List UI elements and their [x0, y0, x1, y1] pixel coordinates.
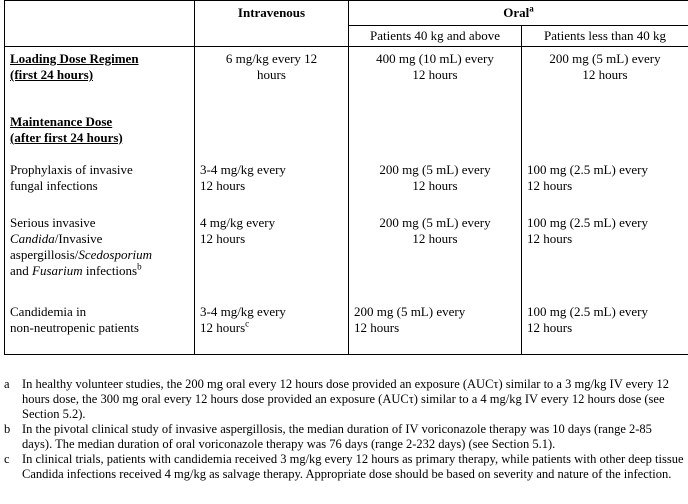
candidemia-iv-dose: 3-4 mg/kg every 12 hours$^c$ — [195, 304, 349, 355]
serious-iv-dose: 4 mg/kg every 12 hours — [195, 198, 349, 304]
prophylaxis-oral-40-dose: 200 mg (5 mL) every 12 hours — [349, 146, 522, 198]
header-oral-less-than-40: Patients less than 40 kg — [522, 26, 688, 47]
header-row — [5, 1, 688, 26]
loading-dose-row — [5, 47, 688, 94]
loading-oral-40-dose: 400 mg (10 mL) every 12 hours — [349, 47, 522, 94]
header-empty-cell — [5, 1, 195, 47]
footnotes — [4, 377, 688, 482]
serious-oral-40-dose: 200 mg (5 mL) every 12 hours — [349, 198, 522, 304]
serious-infections-row — [5, 198, 688, 304]
maintenance-dose-title: Maintenance Dose (after first 24 hours) — [5, 94, 195, 146]
prophylaxis-oral-less-dose: 100 mg (2.5 mL) every 12 hours — [522, 146, 688, 198]
loading-iv-dose: 6 mg/kg every 12 hours — [195, 47, 349, 94]
loading-dose-title: Loading Dose Regimen (first 24 hours) — [5, 47, 195, 94]
loading-oral-less-dose: 200 mg (5 mL) every 12 hours — [522, 47, 688, 94]
header-oral-40-and-above: Patients 40 kg and above — [349, 26, 522, 47]
candidemia-row — [5, 304, 688, 355]
serious-oral-less-dose: 100 mg (2.5 mL) every 12 hours — [522, 198, 688, 304]
dosing-table — [4, 0, 688, 355]
candidemia-label: Candidemia in non-neutropenic patients — [5, 304, 195, 355]
prophylaxis-label: Prophylaxis of invasive fungal infections — [5, 146, 195, 198]
serious-infections-label: Serious invasive Candida/Invasive aspergillosis/Scedosporium and Fusarium infections$^b$ — [5, 198, 195, 304]
header-oral: Oral$^a$ — [349, 1, 688, 26]
prophylaxis-row — [5, 146, 688, 198]
candidemia-oral-40-dose: 200 mg (5 mL) every 12 hours — [349, 304, 522, 355]
header-intravenous: Intravenous — [195, 1, 349, 47]
footnote-c: c In clinical trials, patients with candidemia received 3 mg/kg every 12 hours as primary therapy, while patients with other deep tissue Candida infections received 4 mg/kg as salvage therapy. Appropriate dose should be based on severity and nature of the infection. — [4, 452, 684, 481]
footnote-b: b In the pivotal clinical study of invasive aspergillosis, the median duration of IV voriconazole therapy was 10 days (range 2-85 days). The median duration of oral voriconazole therapy was 76 days (range 2-232 days) (see Section 5.1). — [4, 422, 652, 451]
prophylaxis-iv-dose: 3-4 mg/kg every 12 hours — [195, 146, 349, 198]
candidemia-oral-less-dose: 100 mg (2.5 mL) every 12 hours — [522, 304, 688, 355]
maintenance-dose-row — [5, 94, 688, 146]
footnote-a: a In healthy volunteer studies, the 200 mg oral every 12 hours dose provided an exposure (AUCτ) similar to a 3 mg/kg IV every 12 hours dose, the 300 mg oral every 12 hours dose provided an exposure (AUCτ) similar to a 4 mg/kg IV every 12 hours dose (see Section 5.2). — [4, 377, 670, 421]
